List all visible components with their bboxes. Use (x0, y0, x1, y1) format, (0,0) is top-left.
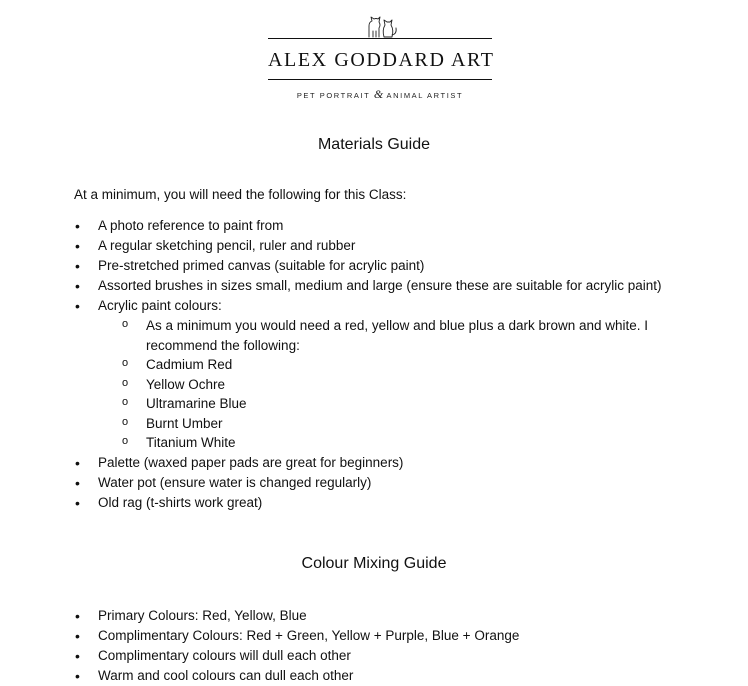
materials-heading: Materials Guide (317, 136, 431, 153)
cat-and-dog-logo-icon (363, 14, 399, 38)
sublist-item: o Cadmium Red (98, 355, 674, 375)
list-item: • Warm and cool colours can dull each other (74, 666, 674, 686)
list-item: • Assorted brushes in sizes small, medium and large (ensure these are suitable for acrylic paint) (74, 276, 674, 296)
logo-subtitle-left: PET PORTRAIT (296, 91, 371, 100)
sublist-item: o Titanium White (98, 433, 674, 453)
logo-top-rule (268, 38, 492, 39)
list-item-label: Acrylic paint colours: (98, 298, 222, 313)
brand-logo (268, 14, 495, 101)
list-item: • Complimentary colours will dull each other (74, 646, 674, 666)
logo-title: ALEX GODDARD ART (268, 49, 495, 71)
sublist-item: o Yellow Ochre (98, 375, 674, 395)
list-item: • Old rag (t-shirts work great) (74, 493, 674, 513)
list-item: • Complimentary Colours: Red + Green, Yellow + Purple, Blue + Orange (74, 626, 674, 646)
materials-list (74, 216, 674, 513)
materials-intro: At a minimum, you will need the following for this Class: (74, 187, 407, 202)
list-item: • Primary Colours: Red, Yellow, Blue (74, 606, 674, 626)
sublist-item: o Burnt Umber (98, 414, 674, 434)
sublist-item: o Ultramarine Blue (98, 394, 674, 414)
paint-colours-sublist (98, 316, 674, 453)
list-item: • A regular sketching pencil, ruler and rubber (74, 236, 674, 256)
logo-bottom-rule (268, 79, 492, 80)
list-item (74, 296, 674, 453)
list-item: • Palette (waxed paper pads are great for beginners) (74, 453, 674, 473)
logo-subtitle-right: ANIMAL ARTIST (386, 91, 464, 100)
sublist-item: o As a minimum you would need a red, yellow and blue plus a dark brown and white. I recommend the following: (98, 316, 674, 355)
colour-mixing-list (74, 606, 674, 686)
list-item: • A photo reference to paint from (74, 216, 674, 236)
logo-subtitle (268, 87, 492, 102)
list-item: • Water pot (ensure water is changed regularly) (74, 473, 674, 493)
colour-mixing-heading: Colour Mixing Guide (301, 555, 447, 572)
logo-subtitle-ampersand: & (373, 87, 384, 101)
list-item: • Pre-stretched primed canvas (suitable for acrylic paint) (74, 256, 674, 276)
